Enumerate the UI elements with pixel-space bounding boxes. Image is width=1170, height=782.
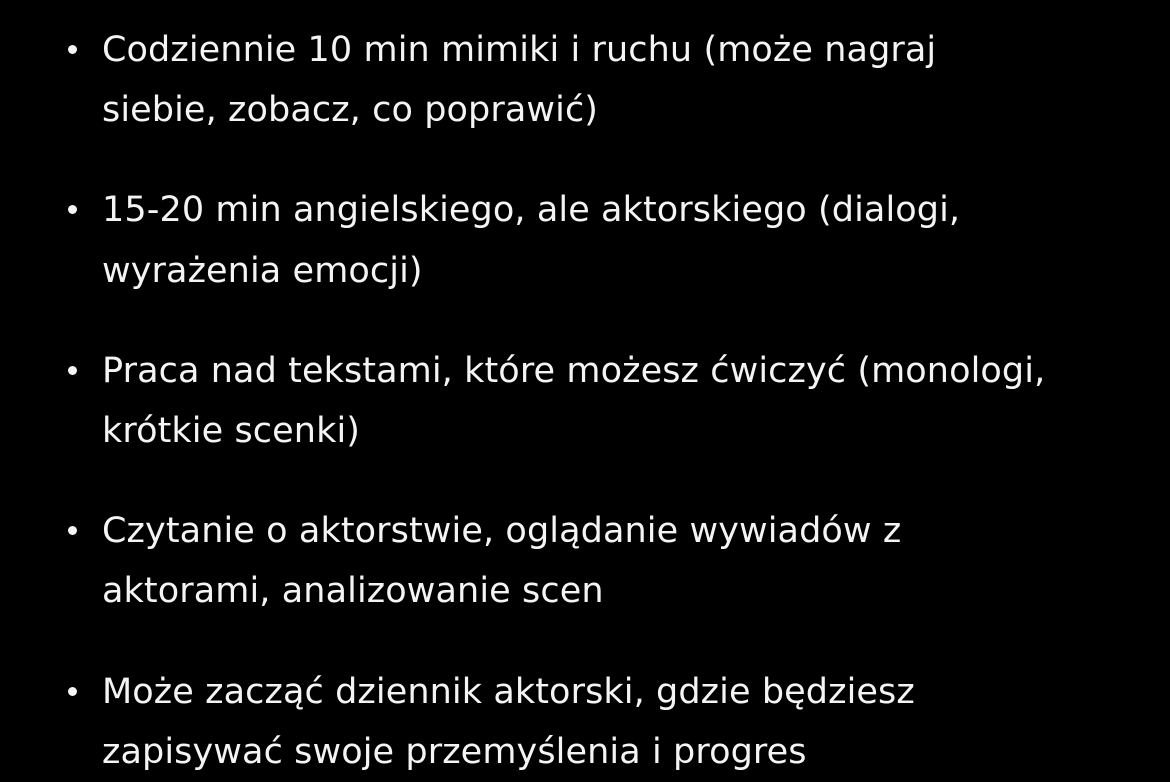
bullet-dot-icon xyxy=(68,205,77,214)
bullet-dot-icon xyxy=(68,45,77,54)
list-item-text: Praca nad tekstami, które możesz ćwiczyć (monologi, krótkie scenki) xyxy=(102,350,1046,451)
list-item xyxy=(60,20,1062,140)
list-item xyxy=(60,501,1062,621)
list-item xyxy=(60,341,1062,461)
bullet-dot-icon xyxy=(68,687,77,696)
list-item xyxy=(60,662,1062,782)
list-item-text: Może zacząć dziennik aktorski, gdzie będziesz zapisywać swoje przemyślenia i progres xyxy=(102,671,915,772)
bullet-list xyxy=(60,20,1110,782)
bullet-dot-icon xyxy=(68,526,77,535)
bullet-dot-icon xyxy=(68,366,77,375)
list-item xyxy=(60,180,1062,300)
list-item-text: 15-20 min angielskiego, ale aktorskiego (dialogi, wyrażenia emocji) xyxy=(102,190,961,291)
list-item-text: Codziennie 10 min mimiki i ruchu (może nagraj siebie, zobacz, co poprawić) xyxy=(102,30,937,131)
list-item-text: Czytanie o aktorstwie, oglądanie wywiadów z aktorami, analizowanie scen xyxy=(102,511,902,612)
